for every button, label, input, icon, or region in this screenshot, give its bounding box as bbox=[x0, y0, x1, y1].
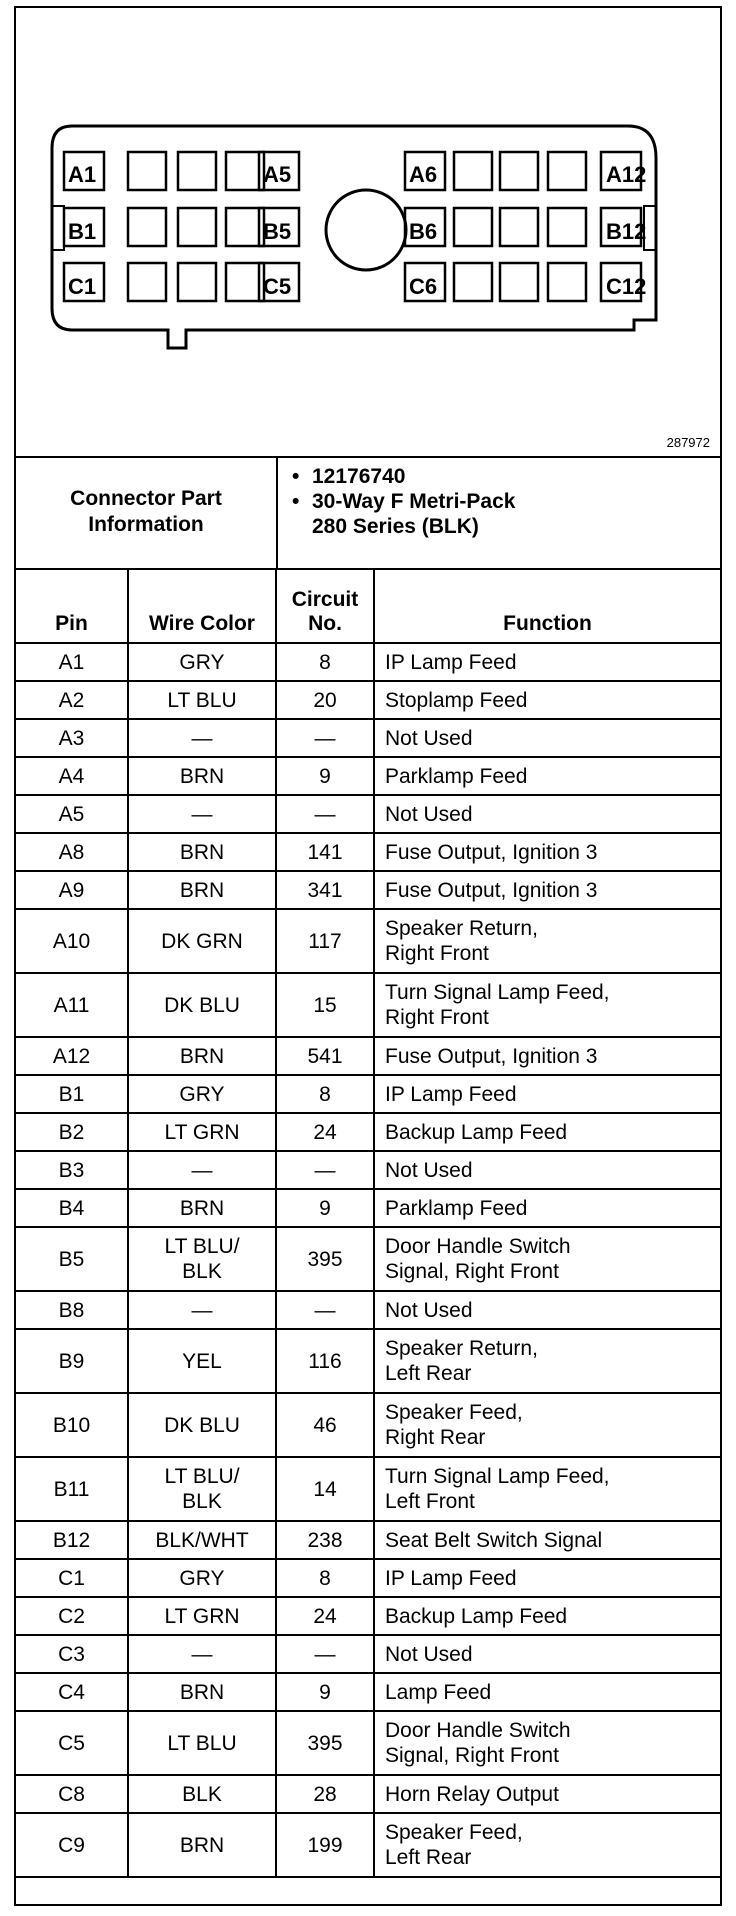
wire-color-line: YEL bbox=[182, 1349, 222, 1373]
wire-color-line: LT BLU/ bbox=[164, 1465, 240, 1488]
wire-color-cell bbox=[128, 1635, 276, 1673]
pin-cavity bbox=[454, 152, 492, 190]
function-line: Lamp Feed bbox=[385, 1680, 492, 1704]
wire-color-cell bbox=[128, 1113, 276, 1151]
function-line: Left Rear bbox=[385, 1846, 472, 1869]
function-line: Backup Lamp Feed bbox=[385, 1120, 568, 1144]
header-pin: Pin bbox=[16, 569, 128, 643]
pin-cell: A12 bbox=[16, 1037, 128, 1075]
pin-cell: B9 bbox=[16, 1329, 128, 1393]
table-row bbox=[16, 1329, 720, 1393]
pin-cavity bbox=[500, 263, 538, 301]
function-line: Not Used bbox=[385, 1158, 473, 1182]
pin-cell: A2 bbox=[16, 681, 128, 719]
center-hole bbox=[326, 190, 406, 270]
table-row bbox=[16, 1291, 720, 1329]
function-line: IP Lamp Feed bbox=[385, 1082, 517, 1106]
table-row bbox=[16, 1711, 720, 1775]
function-cell bbox=[374, 1521, 720, 1559]
wire-color-cell bbox=[128, 1813, 276, 1877]
circuit-no-cell: — bbox=[276, 1635, 374, 1673]
function-cell bbox=[374, 1559, 720, 1597]
wire-color-line: LT BLU bbox=[167, 1731, 237, 1755]
pin-cell: C9 bbox=[16, 1813, 128, 1877]
pin-label-A6: A6 bbox=[409, 162, 438, 187]
circuit-no-cell: 199 bbox=[276, 1813, 374, 1877]
table-row bbox=[16, 643, 720, 681]
table-row bbox=[16, 757, 720, 795]
function-line: Speaker Feed, bbox=[385, 1821, 523, 1844]
pin-label-A12: A12 bbox=[606, 162, 647, 187]
function-cell bbox=[374, 1075, 720, 1113]
wire-color-line: BRN bbox=[179, 840, 225, 864]
pin-cavity bbox=[178, 152, 216, 190]
wire-color-cell bbox=[128, 1291, 276, 1329]
circuit-no-cell: 28 bbox=[276, 1775, 374, 1813]
function-cell bbox=[374, 1457, 720, 1521]
pin-cell: B1 bbox=[16, 1075, 128, 1113]
pin-cavity bbox=[454, 263, 492, 301]
pin-label-B12: B12 bbox=[606, 219, 647, 244]
wire-color-cell bbox=[128, 871, 276, 909]
pin-cavity bbox=[548, 152, 586, 190]
table-row bbox=[16, 1189, 720, 1227]
function-cell bbox=[374, 871, 720, 909]
pin-cavity bbox=[548, 263, 586, 301]
pin-cell: B12 bbox=[16, 1521, 128, 1559]
function-cell bbox=[374, 1291, 720, 1329]
connector-diagram bbox=[16, 8, 720, 458]
wire-color-line: GRY bbox=[179, 1082, 225, 1106]
circuit-no-cell: — bbox=[276, 1291, 374, 1329]
table-row bbox=[16, 1457, 720, 1521]
wire-color-line: BRN bbox=[179, 1196, 225, 1220]
function-cell bbox=[374, 719, 720, 757]
function-cell bbox=[374, 1635, 720, 1673]
wire-color-cell bbox=[128, 1521, 276, 1559]
pin-cell: C3 bbox=[16, 1635, 128, 1673]
function-cell bbox=[374, 833, 720, 871]
wire-color-cell bbox=[128, 719, 276, 757]
wire-color-cell bbox=[128, 973, 276, 1037]
function-line: Fuse Output, Ignition 3 bbox=[385, 1044, 598, 1068]
wire-color-line: BLK/WHT bbox=[155, 1528, 249, 1552]
function-line: IP Lamp Feed bbox=[385, 650, 517, 674]
wire-color-line: BRN bbox=[179, 878, 225, 902]
table-header-row bbox=[16, 569, 720, 643]
wire-color-cell bbox=[128, 757, 276, 795]
wire-color-cell bbox=[128, 1673, 276, 1711]
function-line: Door Handle Switch bbox=[385, 1235, 571, 1258]
pin-cell: C4 bbox=[16, 1673, 128, 1711]
function-cell bbox=[374, 909, 720, 973]
pin-label-B5: B5 bbox=[263, 219, 292, 244]
function-line: Right Front bbox=[385, 942, 489, 965]
function-line: Parklamp Feed bbox=[385, 1196, 528, 1220]
wire-color-cell bbox=[128, 681, 276, 719]
function-line: Stoplamp Feed bbox=[385, 688, 528, 712]
table-row bbox=[16, 1813, 720, 1877]
function-cell bbox=[374, 643, 720, 681]
wire-color-line: — bbox=[191, 1158, 213, 1182]
circuit-no-cell: 9 bbox=[276, 757, 374, 795]
wire-color-cell bbox=[128, 1711, 276, 1775]
wire-color-line: BLK bbox=[182, 1782, 222, 1806]
pin-cell: C8 bbox=[16, 1775, 128, 1813]
wire-color-line: DK BLU bbox=[164, 1413, 240, 1437]
table-row bbox=[16, 681, 720, 719]
wire-color-line: BRN bbox=[179, 764, 225, 788]
wire-color-line: BRN bbox=[179, 1680, 225, 1704]
circuit-no-cell: 395 bbox=[276, 1227, 374, 1291]
connector-part-information bbox=[16, 456, 720, 570]
function-line: Not Used bbox=[385, 802, 473, 826]
circuit-no-cell: 15 bbox=[276, 973, 374, 1037]
function-cell bbox=[374, 1329, 720, 1393]
circuit-no-cell: 9 bbox=[276, 1673, 374, 1711]
wire-color-line: GRY bbox=[179, 1566, 225, 1590]
function-cell bbox=[374, 1151, 720, 1189]
pin-label-C6: C6 bbox=[409, 274, 438, 299]
table-row bbox=[16, 1559, 720, 1597]
table-row bbox=[16, 1393, 720, 1457]
function-cell bbox=[374, 1711, 720, 1775]
pin-cell: C5 bbox=[16, 1711, 128, 1775]
function-cell bbox=[374, 1813, 720, 1877]
pin-cell: B10 bbox=[16, 1393, 128, 1457]
pin-cell: A5 bbox=[16, 795, 128, 833]
pin-label-A5: A5 bbox=[263, 162, 292, 187]
pin-cavity-labels bbox=[68, 162, 646, 299]
pin-cavity bbox=[500, 208, 538, 246]
function-cell bbox=[374, 1673, 720, 1711]
pin-cell: C1 bbox=[16, 1559, 128, 1597]
wire-color-line: — bbox=[191, 1642, 213, 1666]
function-line: Turn Signal Lamp Feed, bbox=[385, 1465, 610, 1488]
circuit-no-cell: 8 bbox=[276, 643, 374, 681]
circuit-no-cell: 24 bbox=[276, 1597, 374, 1635]
function-cell bbox=[374, 795, 720, 833]
function-line: Left Rear bbox=[385, 1362, 472, 1385]
connector-info-label-line2: Information bbox=[88, 513, 204, 536]
pin-label-C12: C12 bbox=[606, 274, 647, 299]
function-line: Signal, Right Front bbox=[385, 1744, 559, 1767]
pin-cell: A9 bbox=[16, 871, 128, 909]
pin-cell: A1 bbox=[16, 643, 128, 681]
function-line: Backup Lamp Feed bbox=[385, 1604, 568, 1628]
wire-color-line: — bbox=[191, 802, 213, 826]
pin-cavity bbox=[128, 152, 166, 190]
table-row bbox=[16, 1775, 720, 1813]
circuit-no-cell: — bbox=[276, 1151, 374, 1189]
part-number: • 12176740 bbox=[292, 464, 515, 489]
connector-sheet bbox=[14, 6, 722, 1906]
function-line: Turn Signal Lamp Feed, bbox=[385, 981, 610, 1004]
table-row bbox=[16, 795, 720, 833]
function-cell bbox=[374, 1189, 720, 1227]
header-circuit-line1: Circuit bbox=[291, 588, 359, 611]
wire-color-line: LT GRN bbox=[164, 1120, 240, 1144]
connector-description-line2: 280 Series (BLK) bbox=[312, 515, 479, 538]
header-wire-color: Wire Color bbox=[128, 569, 276, 643]
header-circuit-line2: No. bbox=[308, 612, 342, 635]
circuit-no-cell: 9 bbox=[276, 1189, 374, 1227]
pin-label-C5: C5 bbox=[263, 274, 292, 299]
wire-color-line: LT BLU/ bbox=[164, 1235, 240, 1258]
table-row bbox=[16, 1037, 720, 1075]
pinout-table-body bbox=[16, 643, 720, 1877]
pin-cell: A8 bbox=[16, 833, 128, 871]
wire-color-cell bbox=[128, 1559, 276, 1597]
function-cell bbox=[374, 1775, 720, 1813]
table-row bbox=[16, 1521, 720, 1559]
pin-label-B1: B1 bbox=[68, 219, 97, 244]
pin-cavity bbox=[500, 152, 538, 190]
pinout-table bbox=[16, 568, 720, 1878]
pin-cell: A4 bbox=[16, 757, 128, 795]
circuit-no-cell: 24 bbox=[276, 1113, 374, 1151]
circuit-no-cell: 395 bbox=[276, 1711, 374, 1775]
function-line: Seat Belt Switch Signal bbox=[385, 1528, 603, 1552]
function-cell bbox=[374, 1037, 720, 1075]
function-line: Speaker Return, bbox=[385, 917, 538, 940]
connector-info-values bbox=[292, 464, 515, 539]
table-row bbox=[16, 719, 720, 757]
pin-cell: C2 bbox=[16, 1597, 128, 1635]
circuit-no-cell: 8 bbox=[276, 1075, 374, 1113]
pin-label-C1: C1 bbox=[68, 274, 97, 299]
header-function: Function bbox=[374, 569, 720, 643]
wire-color-line: — bbox=[191, 726, 213, 750]
function-cell bbox=[374, 757, 720, 795]
wire-color-cell bbox=[128, 1775, 276, 1813]
pin-cell: B8 bbox=[16, 1291, 128, 1329]
function-line: Right Rear bbox=[385, 1426, 486, 1449]
pin-cavity bbox=[548, 208, 586, 246]
wire-color-cell bbox=[128, 643, 276, 681]
pin-cell: B4 bbox=[16, 1189, 128, 1227]
function-line: Not Used bbox=[385, 726, 473, 750]
circuit-no-cell: — bbox=[276, 719, 374, 757]
pin-cavity bbox=[454, 208, 492, 246]
circuit-no-cell: 117 bbox=[276, 909, 374, 973]
table-row bbox=[16, 871, 720, 909]
pin-cavity bbox=[178, 208, 216, 246]
table-row bbox=[16, 1075, 720, 1113]
function-cell bbox=[374, 1113, 720, 1151]
function-line: IP Lamp Feed bbox=[385, 1566, 517, 1590]
left-notch bbox=[52, 206, 64, 250]
header-circuit-no bbox=[276, 569, 374, 643]
circuit-no-cell: 8 bbox=[276, 1559, 374, 1597]
wire-color-line: BRN bbox=[179, 1833, 225, 1857]
wire-color-line: GRY bbox=[179, 650, 225, 674]
pin-cell: B3 bbox=[16, 1151, 128, 1189]
function-cell bbox=[374, 1393, 720, 1457]
pin-cell: A10 bbox=[16, 909, 128, 973]
table-row bbox=[16, 1597, 720, 1635]
function-line: Speaker Feed, bbox=[385, 1401, 523, 1424]
pin-cavities bbox=[64, 152, 641, 301]
connector-description-line1: 30-Way F Metri-Pack bbox=[312, 490, 516, 513]
function-line: Horn Relay Output bbox=[385, 1782, 559, 1806]
pin-label-B6: B6 bbox=[409, 219, 438, 244]
circuit-no-cell: 341 bbox=[276, 871, 374, 909]
circuit-no-cell: 541 bbox=[276, 1037, 374, 1075]
pin-cell: B2 bbox=[16, 1113, 128, 1151]
circuit-no-cell: 238 bbox=[276, 1521, 374, 1559]
circuit-no-cell: 141 bbox=[276, 833, 374, 871]
pin-cell: A3 bbox=[16, 719, 128, 757]
function-line: Fuse Output, Ignition 3 bbox=[385, 840, 598, 864]
table-row bbox=[16, 1673, 720, 1711]
wire-color-cell bbox=[128, 1393, 276, 1457]
pin-label-A1: A1 bbox=[68, 162, 97, 187]
wire-color-line: DK BLU bbox=[164, 993, 240, 1017]
wire-color-cell bbox=[128, 1329, 276, 1393]
wire-color-cell bbox=[128, 1597, 276, 1635]
table-row bbox=[16, 833, 720, 871]
circuit-no-cell: 46 bbox=[276, 1393, 374, 1457]
table-row bbox=[16, 1113, 720, 1151]
figure-number: 287972 bbox=[666, 435, 710, 450]
wire-color-cell bbox=[128, 833, 276, 871]
wire-color-cell bbox=[128, 909, 276, 973]
function-line: Not Used bbox=[385, 1642, 473, 1666]
table-row bbox=[16, 1635, 720, 1673]
wire-color-cell bbox=[128, 1457, 276, 1521]
function-line: Right Front bbox=[385, 1006, 489, 1029]
wire-color-cell bbox=[128, 1189, 276, 1227]
wire-color-line: LT BLU bbox=[167, 688, 237, 712]
circuit-no-cell: — bbox=[276, 795, 374, 833]
wire-color-line: BLK bbox=[182, 1490, 222, 1513]
connector-description bbox=[292, 489, 515, 539]
wire-color-line: LT GRN bbox=[164, 1604, 240, 1628]
connector-outline bbox=[52, 126, 656, 348]
function-cell bbox=[374, 1227, 720, 1291]
function-cell bbox=[374, 681, 720, 719]
function-line: Left Front bbox=[385, 1490, 475, 1513]
table-row bbox=[16, 973, 720, 1037]
circuit-no-cell: 14 bbox=[276, 1457, 374, 1521]
wire-color-cell bbox=[128, 1227, 276, 1291]
function-line: Parklamp Feed bbox=[385, 764, 528, 788]
wire-color-line: — bbox=[191, 1298, 213, 1322]
pin-cavity bbox=[128, 208, 166, 246]
wire-color-line: BLK bbox=[182, 1260, 222, 1283]
table-row bbox=[16, 1151, 720, 1189]
circuit-no-cell: 116 bbox=[276, 1329, 374, 1393]
table-row bbox=[16, 1227, 720, 1291]
connector-info-label-line1: Connector Part bbox=[70, 487, 222, 510]
function-cell bbox=[374, 973, 720, 1037]
wire-color-cell bbox=[128, 1075, 276, 1113]
pin-cell: A11 bbox=[16, 973, 128, 1037]
wire-color-line: BRN bbox=[179, 1044, 225, 1068]
wire-color-line: DK GRN bbox=[161, 929, 243, 953]
wire-color-cell bbox=[128, 1037, 276, 1075]
pin-cavity bbox=[178, 263, 216, 301]
function-line: Signal, Right Front bbox=[385, 1260, 559, 1283]
function-line: Door Handle Switch bbox=[385, 1719, 571, 1742]
wire-color-cell bbox=[128, 795, 276, 833]
wire-color-cell bbox=[128, 1151, 276, 1189]
connector-face-drawing bbox=[16, 8, 720, 456]
table-row bbox=[16, 909, 720, 973]
function-cell bbox=[374, 1597, 720, 1635]
function-line: Not Used bbox=[385, 1298, 473, 1322]
pin-cavity bbox=[128, 263, 166, 301]
pin-cell: B5 bbox=[16, 1227, 128, 1291]
connector-info-label bbox=[16, 456, 278, 568]
function-line: Fuse Output, Ignition 3 bbox=[385, 878, 598, 902]
function-line: Speaker Return, bbox=[385, 1337, 538, 1360]
circuit-no-cell: 20 bbox=[276, 681, 374, 719]
pin-cell: B11 bbox=[16, 1457, 128, 1521]
